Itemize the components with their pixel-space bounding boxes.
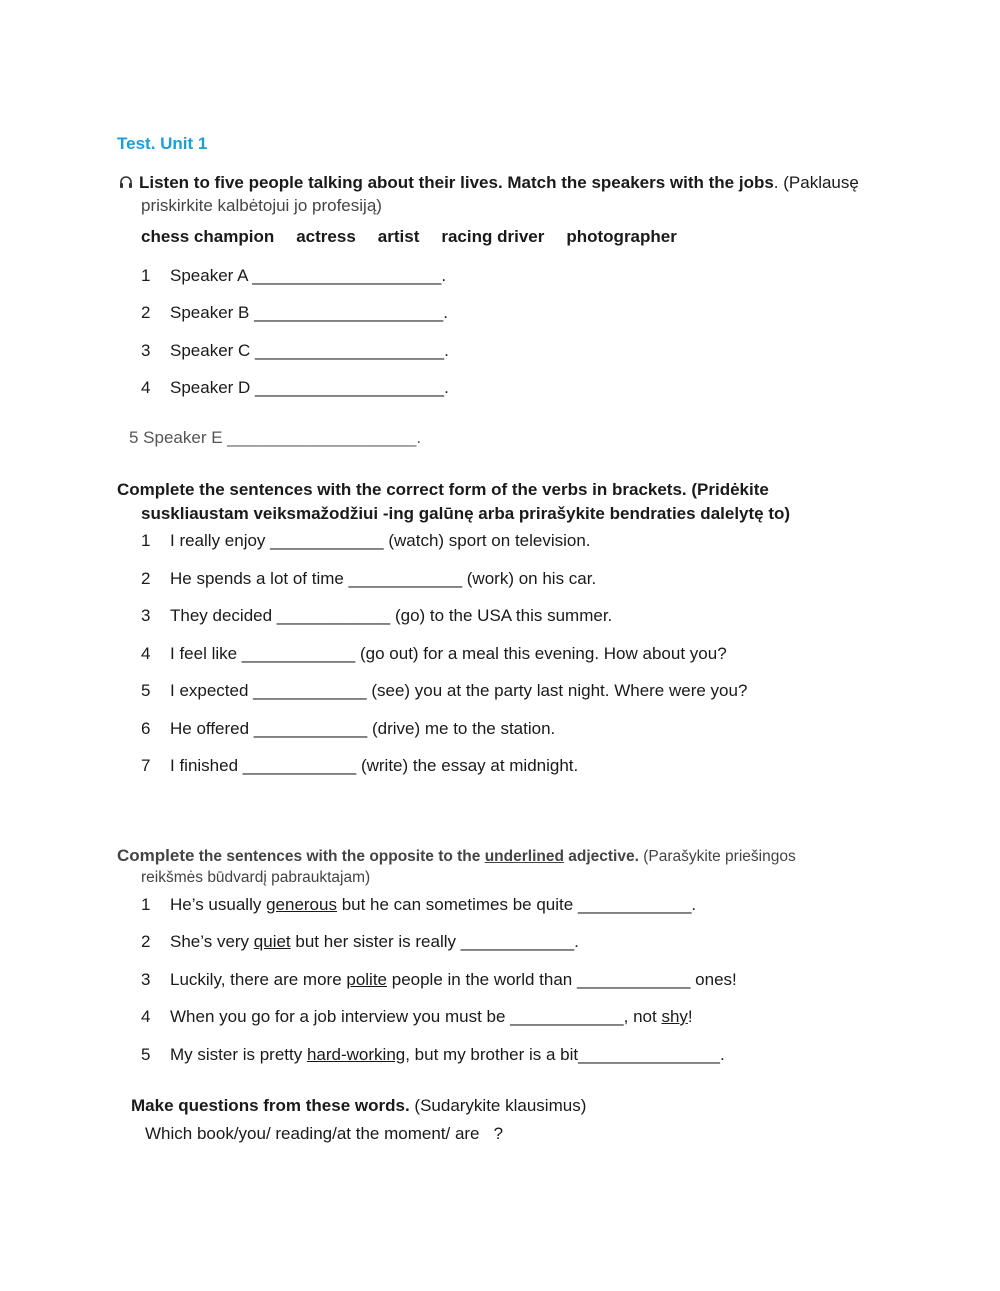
item-text: When you go for a job interview you must be ____________, not <box>170 1007 662 1026</box>
item-number: 7 <box>141 756 151 775</box>
item-number: 1 <box>141 895 151 914</box>
item-number: 1 <box>141 266 151 285</box>
word-bank-item: racing driver <box>441 227 545 246</box>
item-number: 4 <box>141 378 151 397</box>
list-item[interactable] <box>141 531 591 551</box>
item-text: , but my brother is a bit_______________. <box>405 1045 725 1064</box>
item-number: 3 <box>141 970 151 989</box>
list-item[interactable] <box>141 681 747 701</box>
item-text: Speaker A ____________________. <box>170 266 447 285</box>
item-text: I really enjoy ____________ (watch) sport on television. <box>170 531 591 550</box>
question-item[interactable]: Which book/you/ reading/at the moment/ are ? <box>145 1124 504 1143</box>
list-item[interactable] <box>141 341 449 361</box>
instruction-part: the sentences with the opposite to the <box>194 848 485 865</box>
item-number: 2 <box>141 303 151 322</box>
underlined-adjective: hard-working <box>306 1045 406 1064</box>
item-text: I feel like ____________ (go out) for a meal this evening. How about you? <box>170 644 727 663</box>
instruction-part: Complete <box>117 846 195 865</box>
item-number: 5 <box>141 1045 151 1064</box>
list-item[interactable] <box>141 970 737 990</box>
item-number: 6 <box>141 719 151 738</box>
item-number: 4 <box>141 644 151 663</box>
item-number: 2 <box>141 569 151 588</box>
underlined-adjective: generous <box>266 895 337 914</box>
item-number: 3 <box>141 341 151 360</box>
item-number: 2 <box>141 932 151 951</box>
item-text: Speaker B ____________________. <box>170 303 448 322</box>
item-text: He offered ____________ (drive) me to the station. <box>170 719 556 738</box>
item-number: 1 <box>141 531 151 550</box>
section-instruction: Complete the sentences with the correct form of the verbs in brackets. (Pridėkite <box>117 480 769 499</box>
list-item[interactable] <box>141 895 696 915</box>
item-text: He spends a lot of time ____________ (work) on his car. <box>170 569 597 588</box>
item-text: I expected ____________ (see) you at the party last night. Where were you? <box>170 681 748 700</box>
list-item[interactable] <box>141 303 448 323</box>
item-text: but he can sometimes be quite ____________. <box>336 895 697 914</box>
item-text: ! <box>687 1007 693 1026</box>
underlined-adjective: shy <box>661 1007 688 1026</box>
list-item[interactable] <box>141 569 596 589</box>
item-text: I finished ____________ (write) the essay at midnight. <box>170 756 579 775</box>
item-text: She’s very <box>170 932 254 951</box>
word-bank <box>141 227 677 247</box>
item-text: Luckily, there are more <box>170 970 347 989</box>
instruction-part: underlined <box>484 848 564 865</box>
list-item[interactable] <box>141 1007 693 1027</box>
list-item[interactable]: 5 Speaker E ____________________. <box>129 428 422 447</box>
word-bank-item: artist <box>377 227 420 246</box>
item-number: 3 <box>141 606 151 625</box>
instruction-bold: Listen to five people talking about their lives. Match the speakers with the jobs <box>139 173 774 192</box>
instruction-bold: Make questions from these words. <box>131 1096 410 1115</box>
instruction-rest: . (Paklausę <box>773 173 859 192</box>
instruction-rest: (Sudarykite klausimus) <box>409 1096 587 1115</box>
listening-instruction <box>119 173 859 193</box>
list-item[interactable] <box>141 606 612 626</box>
word-bank-item: actress <box>296 227 356 246</box>
word-bank-item: photographer <box>566 227 677 246</box>
list-item[interactable] <box>141 1045 725 1065</box>
item-number: 4 <box>141 1007 151 1026</box>
list-item[interactable] <box>141 932 579 952</box>
list-item[interactable] <box>141 719 555 739</box>
instruction-translation: priskirkite kalbėtojui jo profesiją) <box>141 196 382 215</box>
item-text: Speaker D ____________________. <box>170 378 449 397</box>
underlined-adjective: polite <box>346 970 388 989</box>
list-item[interactable] <box>141 378 449 398</box>
list-item[interactable] <box>141 266 446 286</box>
section-instruction <box>117 846 796 866</box>
word-bank-item: chess champion <box>141 227 275 246</box>
item-text: They decided ____________ (go) to the USA this summer. <box>170 606 613 625</box>
item-text: people in the world than ____________ ones! <box>387 970 737 989</box>
section-instruction-line2: reikšmės būdvardį pabrauktajam) <box>141 869 371 886</box>
instruction-part: (Parašykite priešingos <box>638 848 796 865</box>
headphones-icon <box>119 175 133 189</box>
list-item[interactable] <box>141 644 727 664</box>
section-instruction <box>131 1096 586 1116</box>
item-text: but her sister is really ____________. <box>290 932 579 951</box>
instruction-part: adjective. <box>563 848 639 865</box>
item-text: My sister is pretty <box>170 1045 307 1064</box>
item-text: He’s usually <box>170 895 267 914</box>
underlined-adjective: quiet <box>253 932 291 951</box>
page-title: Test. Unit 1 <box>117 134 208 153</box>
section-instruction-line2: suskliaustam veiksmažodžiui -ing galūnę arba prirašykite bendraties dalelytę to) <box>141 504 791 523</box>
item-text: Speaker C ____________________. <box>170 341 449 360</box>
item-number: 5 <box>141 681 151 700</box>
list-item[interactable] <box>141 756 578 776</box>
